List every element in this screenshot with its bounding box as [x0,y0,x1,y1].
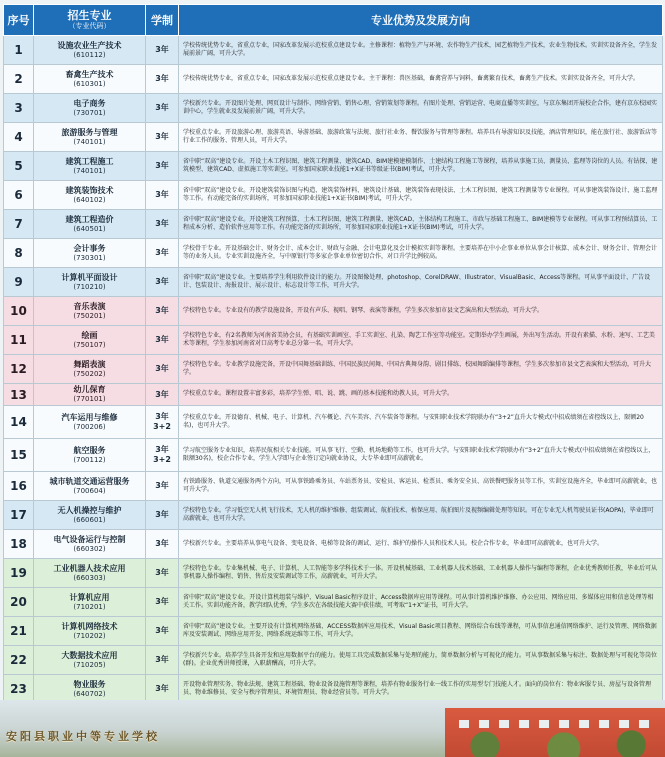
row-duration: 3年 [146,530,179,559]
row-major [34,123,146,152]
major-code: (640102) [73,195,106,204]
major-code: (610112) [73,50,106,59]
major-code: (730701) [73,108,106,117]
row-major [34,326,146,355]
row-description: 学校新兴专业。开设图片处理、网页设计与制作、网络营销、销售心理、营销策划等课程。有图片处理、营销运营、电商直播等实训室，与京东集团开展校企合作，建有京东校园实训中心，学生就业及发展前景广阔，可升大学。 [179,94,663,123]
major-code: (660303) [73,573,106,582]
row-duration: 3年 [146,210,179,239]
majors-table [3,4,663,733]
major-code: (660302) [73,544,106,553]
row-description: 省中职“双高”建设专业。开设建筑装饰识图与构造、建筑装饰材料、建筑设计基础、建筑装饰表现技法、土木工程识图、建筑工程测量等专业课程。可从事建筑装饰设计、施工监理等工作。有动能完备的实训场所，可参加国家职业技能1+X证书(BIM)考试，可升大学。 [179,181,663,210]
major-name: 航空服务 [73,445,106,455]
row-number: 18 [4,530,34,559]
major-code: (700112) [73,455,106,464]
row-major [34,617,146,646]
major-name: 城市轨道交通运营服务 [49,476,130,486]
row-duration: 3年 [146,559,179,588]
row-number: 17 [4,501,34,530]
row-major [34,210,146,239]
row-major [34,439,146,472]
major-code: (700206) [73,422,106,431]
header-major-code: （专业代码） [68,21,111,30]
major-name: 建筑工程造价 [65,214,114,224]
row-description: 学校骨干专业。开设基础会计、财务会计、成本会计、财政与金融、会计电算化及会计模拟实训等课程。主要培养在中小企事业单位从事会计核算、成本会计、财务会计、管理会计等的业务人员。专业实训设施齐全，与中原银行等多家企事业单位密切合作，对口升学比例较高。 [179,239,663,268]
major-name: 绘画 [81,330,98,340]
row-duration: 3年 [146,268,179,297]
row-number: 15 [4,439,34,472]
row-duration: 3年 [146,384,179,406]
header-major-label: 招生专业 [67,8,112,22]
table-row [4,472,663,501]
major-code: (730301) [73,253,106,262]
major-name: 舞蹈表演 [73,359,106,369]
row-description: 省中职“双高”建设专业。主要开设有计算机网络基础、ACCESS数据库应用技术、Visual Basic项目教程、网络综合布线等课程，可从事信息通信网络维护、运行及管理、网络数据库及安装调试、网络应用开发、网络系统运维等工作，可升大学。 [179,617,663,646]
row-major [34,472,146,501]
row-major [34,559,146,588]
major-name: 音乐表演 [73,301,106,311]
table-row [4,181,663,210]
row-description: 学校特色专业。学习低空无人机飞行技术，无人机的维护维修、组装调试、航拍技术、植保应用、航拍图片及视频编辑处理等知识。可在专业无人机驾驶员证书(AOPA)，毕业即可高薪就业，也可升大学。 [179,501,663,530]
row-duration: 3年 3+2 [146,406,179,439]
major-code: (750201) [73,311,106,320]
table-row [4,588,663,617]
major-name: 大数据技术应用 [61,650,118,660]
row-number: 2 [4,65,34,94]
header-duration: 学制 [146,5,179,36]
row-description: 学校特色专业。专业教学设施完备，开设中国舞基础训练、中国民族民间舞、中国古典舞身韵、剧目排练、校园舞蹈编排等课程，学生多次参加市县文艺表演和大型活动，可升大学。 [179,355,663,384]
row-description: 省中职“双高”建设专业。开设土木工程识图、建筑工程测量、建筑CAD、BIM建模建模制作、土建结构工程施工等课程，培养从事施工员、测量员、监理等岗位的人员。有钻探、建筑模型、建筑CAD、虚拟施工等实训室。可参加国家职业技能1+X证书等级证书(BIM)考试，可升大学。 [179,152,663,181]
row-number: 9 [4,268,34,297]
table-row [4,384,663,406]
row-duration: 3年 [146,239,179,268]
row-duration: 3年 [146,65,179,94]
major-name: 计算机平面设计 [61,272,118,282]
major-name: 建筑装饰技术 [65,185,114,195]
header-number: 序号 [4,5,34,36]
row-number: 5 [4,152,34,181]
row-duration: 3年 [146,36,179,65]
row-major [34,181,146,210]
table-row [4,326,663,355]
row-major [34,384,146,406]
school-name-sign: 安阳县职业中等专业学校 [6,730,160,743]
row-number: 22 [4,646,34,675]
row-description: 学校重点专业。课程设置丰富多彩，培养学生弹、唱、说、跳、画的基本技能和幼教人员，可升大学。 [179,384,663,406]
row-duration: 3年 [146,588,179,617]
table-row [4,406,663,439]
row-description: 学校特色专业，有2名教师为河南省美协会员，有基础实训画室、手工实训室、扎染、陶艺工作室等功能室。定期举办学生画展，外出写生活动。开设有素描、水粉、速写、工艺美术等课程，学生参加河南省对口高考专业总分第一名，可升大学。 [179,326,663,355]
major-name: 无人机操控与维护 [57,505,122,515]
major-code: (640702) [73,689,106,698]
row-major [34,297,146,326]
table-row [4,501,663,530]
row-major [34,268,146,297]
row-duration: 3年 [146,501,179,530]
major-name: 物业服务 [73,679,106,689]
row-number: 12 [4,355,34,384]
trees-image [440,730,665,757]
major-name: 会计事务 [73,243,106,253]
row-number: 8 [4,239,34,268]
row-number: 20 [4,588,34,617]
row-description: 学习航空服务专业知识，培养民航相关专业技能。可从事飞行、空勤、机场地勤等工作，也可升大学。与安阳职业技术学院联办有“3+2”直升大专模式(中招成绩须在省控线以上，限额30名)，校企合作专业，学生入学即与企业签订定向就业协议，大专毕业即可高薪就业。 [179,439,663,472]
header-description: 专业优势及发展方向 [179,5,663,36]
row-description: 学校传统优势专业，省重点专业，国家改革发展示范校重点建设专业。主修课程：植物生产与环境、农作物生产技术，园艺植物生产技术，农业生物技术。实训实设备齐全，学生发展前景广阔，可升大学。 [179,36,663,65]
row-major [34,588,146,617]
table-row [4,646,663,675]
major-code: (710205) [73,660,106,669]
row-number: 13 [4,384,34,406]
row-duration: 3年 [146,617,179,646]
major-name: 旅游服务与管理 [61,127,118,137]
row-duration: 3年 [146,355,179,384]
row-number: 23 [4,675,34,704]
table-row [4,617,663,646]
row-duration: 3年 [146,297,179,326]
table-row [4,530,663,559]
major-name: 畜禽生产技术 [65,69,114,79]
row-description: 学校重点专业。开设德育、机械、电子、计算机、汽车概论、汽车美容、汽车装备等课程。与安阳职业技术学院联办有“3+2”直升大专模式(中招成绩须在省控线以上，限额20名)，也可升大学。 [179,406,663,439]
row-number: 11 [4,326,34,355]
row-number: 7 [4,210,34,239]
row-duration: 3年 [146,646,179,675]
major-name: 建筑工程施工 [65,156,114,166]
table-row [4,94,663,123]
major-code: (740101) [73,137,106,146]
major-code: (740101) [73,166,106,175]
row-description: 学校新兴专业。培养学生具备开发和应用数据平台的能力。使用工具完成数据采集与处理的能力，简单数据分析与可视化的能力。可从事数据采集与标注、数据处理与可视化等岗位(群)。企业优秀讲师授课，入职薪酬高，可升大学。 [179,646,663,675]
row-major [34,239,146,268]
major-name: 计算机应用 [69,592,110,602]
major-code: (750107) [73,340,106,349]
row-description: 有铁路服务、轨道交通服务两个方向，可从事铁路乘务员、车站票务员、安检员、客运员、检票员、乘务安全员、高铁餐吧服务员等工作，实训室设施齐全，毕业即可高薪就业，也可升大学。 [179,472,663,501]
major-code: (770101) [73,395,106,403]
major-code: (640501) [73,224,106,233]
row-description: 省中职“双高”建设专业。主要培养学生利用软件设计的能力。开设图像处理、photoshop、CorelDRAW、Illustrator、VisualBasic、Access等课程。可从事平面设计、广告设计、包装设计、海报设计、展示设计、标志设计等工作，可升大学。 [179,268,663,297]
row-number: 4 [4,123,34,152]
row-description: 学校新兴专业。主要培养从事电气设备、变电设备、电梯等设备的调试、运行、维护的操作人员和技术人员。校企合作专业，毕业即可高薪就业，也可升大学。 [179,530,663,559]
table-row [4,36,663,65]
row-duration: 3年 [146,675,179,704]
table-row [4,439,663,472]
row-number: 21 [4,617,34,646]
row-major [34,152,146,181]
major-name: 设施农业生产技术 [57,40,122,50]
table-row [4,355,663,384]
row-number: 3 [4,94,34,123]
row-duration: 3年 [146,94,179,123]
row-duration: 3年 3+2 [146,439,179,472]
row-major [34,501,146,530]
table-row [4,210,663,239]
row-description: 开设物业管理实务、物业法规、建筑工程基础、物业设备设施管理等课程，培养有物业服务行业一线工作的实用型专门技能人才。面向的岗位有：物业客服专员、房屋与设备管理员、物业维修员、安全与秩序管理员、环境管理员、物业经营员等。可升大学。 [179,675,663,704]
row-duration: 3年 [146,123,179,152]
row-duration: 3年 [146,326,179,355]
row-major [34,530,146,559]
row-duration: 3年 [146,152,179,181]
table-row [4,239,663,268]
row-number: 14 [4,406,34,439]
row-major [34,646,146,675]
row-description: 学校特色专业。专业集机械、电子、计算机、人工智能等多学科技术于一体。开设机械基础、工业机器人技术基础、工业机器人操作与编程等课程，企业优秀教师任教，毕业后可从事机器人操作编程、销售、售后及安装调试等工作，高薪就业，可升大学。 [179,559,663,588]
header-major [34,5,146,36]
row-duration: 3年 [146,181,179,210]
table-row [4,123,663,152]
major-code: (750202) [73,369,106,378]
row-description: 学校传统优势专业，省重点专业，国家改革发展示范校重点建设专业。主干课程：兽医基础，畜禽营养与饲料，畜禽繁育技术，畜禽生产技术。实训实设备齐全，可升大学。 [179,65,663,94]
major-name: 电子商务 [73,98,106,108]
major-code: (710202) [73,631,106,640]
row-description: 学校重点专业。开设旅游心理、旅游英语、导游基础、旅游政策与法规、旅行社业务、餐饮服务与管理等课程。培养具有导游知识及技能，酒店管理知识，能在旅行社、旅游饭店等行业工作的服务、管理人员，可升大学。 [179,123,663,152]
row-description: 省中职“双高”建设专业。开设计算机组装与维护、Visual Basic程序设计、Access数据库应用等课程。可从事计算机维护维修、办公应用、网络应用、多媒体应用和信息处理等相关工作。实训功能齐备，教学团队优秀，学生多次在各级技能大赛中获佳绩，可考取“1+X”证书，可升大学。 [179,588,663,617]
major-name: 工业机器人技术应用 [53,563,126,573]
row-number: 6 [4,181,34,210]
major-code: (710201) [73,602,106,611]
row-major [34,355,146,384]
table-row [4,65,663,94]
table-row [4,268,663,297]
major-code: (700604) [73,486,106,495]
table-row [4,297,663,326]
row-number: 19 [4,559,34,588]
row-number: 1 [4,36,34,65]
row-major [34,65,146,94]
major-code: (660601) [73,515,106,524]
table-header-row [4,5,663,36]
row-description: 省中职“双高”建设专业。开设建筑工程预算、土木工程识图、建筑工程测量、建筑CAD、主体结构工程施工、市政与基础工程施工、BIM建模等专业课程。可从事工程预结算员、工程成本分析、造价软件应用等工作。有功能完备的实训场所，可参加国家职业技能1+X证书(BIM)考试，可升大学。 [179,210,663,239]
major-name: 计算机网络技术 [61,621,118,631]
major-code: (610301) [73,79,106,88]
row-description: 学校特色专业。专业设有的教学设施设备，开设有声乐、视唱、钢琴、表演等课程，学生多次参加市县文艺演出和大型活动，可升大学。 [179,297,663,326]
table-row [4,152,663,181]
major-code: (710210) [73,282,106,291]
row-number: 10 [4,297,34,326]
table-row [4,559,663,588]
row-number: 16 [4,472,34,501]
major-name: 汽车运用与维修 [61,412,118,422]
row-major [34,36,146,65]
major-name: 幼儿保育 [73,385,106,394]
row-major [34,406,146,439]
row-duration: 3年 [146,472,179,501]
major-name: 电气设备运行与控制 [53,534,126,544]
row-major [34,94,146,123]
